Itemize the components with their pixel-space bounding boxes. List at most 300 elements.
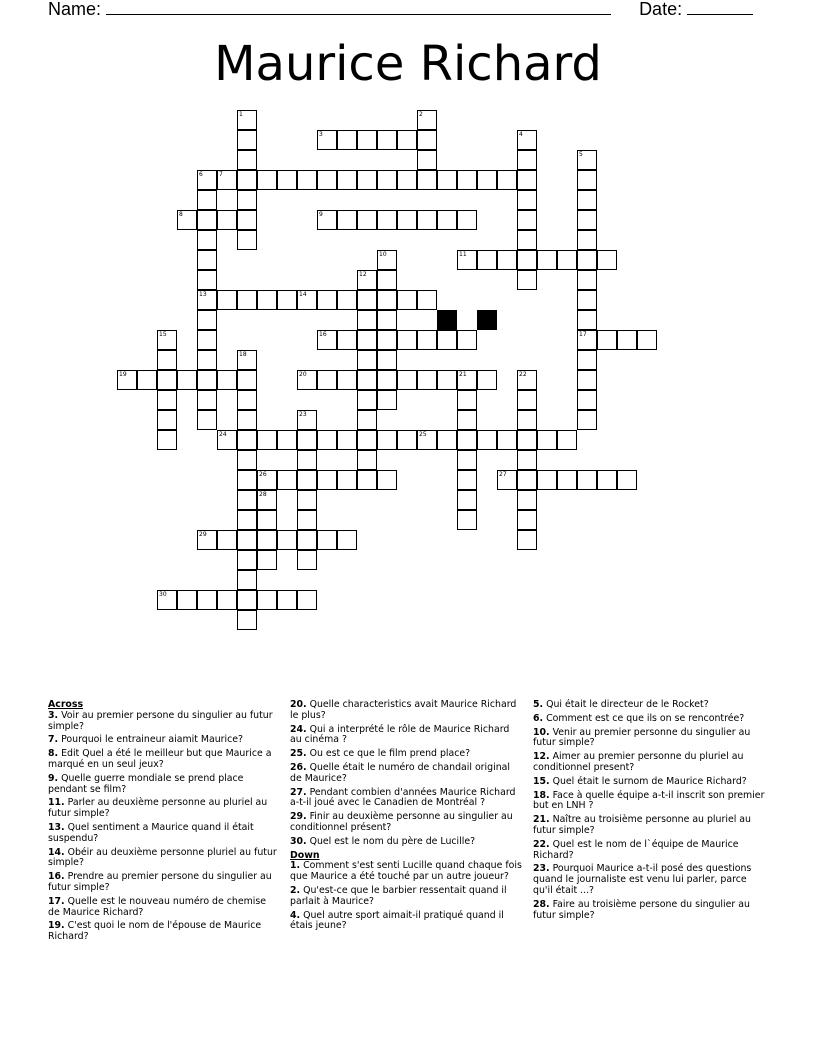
cell-number: 20 (299, 371, 307, 378)
grid-cell[interactable] (517, 210, 537, 230)
grid-cell[interactable] (317, 170, 337, 190)
down-clue-list (290, 861, 522, 932)
grid-cell[interactable] (297, 490, 317, 510)
grid-cell[interactable] (377, 370, 397, 390)
grid-cell[interactable] (157, 330, 177, 350)
grid-cell[interactable] (237, 510, 257, 530)
grid-cell[interactable] (357, 270, 377, 290)
grid-cell[interactable] (577, 150, 597, 170)
grid-cell[interactable] (257, 170, 277, 190)
grid-cell[interactable] (577, 370, 597, 390)
grid-cell[interactable] (237, 570, 257, 590)
cell-number: 14 (299, 291, 307, 298)
grid-cell[interactable] (237, 590, 257, 610)
clue-number: 24. (290, 723, 307, 735)
grid-cell[interactable] (517, 490, 537, 510)
grid-cell[interactable] (317, 430, 337, 450)
grid-cell[interactable] (197, 170, 217, 190)
grid-cell[interactable] (337, 130, 357, 150)
grid-cell[interactable] (617, 330, 637, 350)
grid-cell[interactable] (517, 230, 537, 250)
grid-cell[interactable] (397, 330, 417, 350)
grid-cell[interactable] (177, 590, 197, 610)
grid-cell[interactable] (237, 470, 257, 490)
grid-cell[interactable] (217, 590, 237, 610)
grid-cell[interactable] (417, 110, 437, 130)
grid-cell[interactable] (397, 370, 417, 390)
grid-cell[interactable] (197, 270, 217, 290)
clue-text: Parler au deuxième personne au pluriel au futur simple? (48, 797, 268, 820)
clue-text: Naître au troisième personne au pluriel au futur simple? (533, 814, 751, 836)
grid-cell[interactable] (197, 330, 217, 350)
grid-cell[interactable] (237, 110, 257, 130)
grid-cell[interactable] (357, 330, 377, 350)
clue-number: 6. (533, 712, 544, 724)
cell-number: 12 (359, 271, 367, 278)
clue-number: 7. (48, 734, 59, 746)
grid-cell[interactable] (197, 290, 217, 310)
grid-cell[interactable] (197, 230, 217, 250)
grid-cell[interactable] (237, 190, 257, 210)
grid-cell[interactable] (377, 210, 397, 230)
clue-number: 15. (533, 775, 550, 787)
clue-number: 19. (48, 920, 65, 932)
grid-cell[interactable] (397, 170, 417, 190)
across-clue-list-continued (290, 700, 522, 848)
date-label: Date: (639, 0, 683, 19)
name-label: Name: (48, 0, 102, 19)
clue-item (533, 728, 768, 750)
grid-cell[interactable] (397, 290, 417, 310)
clue-text: Prendre au premier persone du singulier au futur simple? (48, 871, 272, 893)
grid-cell[interactable] (357, 210, 377, 230)
grid-cell[interactable] (457, 490, 477, 510)
cell-number: 25 (419, 431, 427, 438)
grid-cell[interactable] (217, 430, 237, 450)
clue-item (533, 864, 768, 896)
grid-cell[interactable] (357, 370, 377, 390)
grid-cell[interactable] (377, 130, 397, 150)
grid-cell[interactable] (237, 550, 257, 570)
grid-cell[interactable] (437, 210, 457, 230)
grid-cell[interactable] (357, 430, 377, 450)
grid-cell[interactable] (577, 250, 597, 270)
grid-cell[interactable] (177, 370, 197, 390)
cell-number: 26 (259, 471, 267, 478)
grid-cell[interactable] (177, 210, 197, 230)
grid-cell[interactable] (297, 410, 317, 430)
cell-number: 29 (199, 531, 207, 538)
grid-cell[interactable] (317, 530, 337, 550)
grid-cell[interactable] (197, 390, 217, 410)
grid-cell[interactable] (377, 390, 397, 410)
grid-cell[interactable] (157, 390, 177, 410)
grid-cell[interactable] (237, 410, 257, 430)
grid-cell[interactable] (577, 290, 597, 310)
across-heading: Across (48, 699, 84, 710)
grid-cell[interactable] (257, 490, 277, 510)
grid-cell[interactable] (217, 530, 237, 550)
grid-cell[interactable] (417, 130, 437, 150)
clue-number: 28. (533, 898, 550, 910)
clues-column-2 (290, 700, 522, 935)
grid-cell[interactable] (317, 470, 337, 490)
grid-cell[interactable] (277, 470, 297, 490)
grid-cell[interactable] (237, 150, 257, 170)
clue-text: Faire au troisième persone du singulier au futur simple? (533, 898, 750, 921)
grid-cell[interactable] (197, 210, 217, 230)
cell-number: 21 (459, 371, 467, 378)
grid-cell[interactable] (197, 310, 217, 330)
grid-cell[interactable] (157, 590, 177, 610)
grid-cell[interactable] (337, 330, 357, 350)
grid-cell[interactable] (257, 430, 277, 450)
grid-cell[interactable] (457, 470, 477, 490)
grid-cell[interactable] (297, 550, 317, 570)
grid-cell[interactable] (237, 170, 257, 190)
clue-item (290, 725, 522, 747)
cell-number: 28 (259, 491, 267, 498)
grid-cell[interactable] (457, 330, 477, 350)
clue-text: Qui a interprété le rôle de Maurice Richard au cinéma ? (290, 723, 510, 746)
clue-text: Quelle guerre mondiale se prend place pendant se film? (48, 772, 244, 795)
grid-cell[interactable] (357, 410, 377, 430)
clue-number: 18. (533, 789, 550, 801)
grid-cell[interactable] (377, 250, 397, 270)
grid-cell[interactable] (157, 410, 177, 430)
grid-cell[interactable] (417, 170, 437, 190)
grid-cell[interactable] (437, 330, 457, 350)
down-heading: Down (290, 849, 320, 861)
grid-cell[interactable] (377, 170, 397, 190)
grid-cell[interactable] (417, 370, 437, 390)
grid-cell[interactable] (477, 250, 497, 270)
grid-cell[interactable] (417, 210, 437, 230)
grid-cell[interactable] (337, 210, 357, 230)
cell-number: 27 (499, 471, 507, 478)
clue-text: C'est quoi le nom de l'épouse de Maurice Richard? (48, 920, 262, 943)
grid-cell[interactable] (257, 530, 277, 550)
clue-text: Comment s'est senti Lucille quand chaque fois que Maurice a été touché par un autre joueur? (290, 860, 522, 883)
grid-cell[interactable] (297, 430, 317, 450)
grid-cell[interactable] (517, 410, 537, 430)
grid-cell[interactable] (257, 590, 277, 610)
clue-text: Finir au deuxième personne au singulier au conditionnel présent? (290, 811, 513, 833)
grid-cell[interactable] (517, 190, 537, 210)
clue-text: Qu'est-ce que le barbier ressentait quand il parlait à Maurice? (290, 884, 507, 907)
clue-number: 13. (48, 821, 65, 833)
grid-cell[interactable] (277, 170, 297, 190)
clue-number: 5. (533, 699, 544, 710)
grid-cell[interactable] (537, 250, 557, 270)
grid-cell[interactable] (337, 430, 357, 450)
clue-text: Comment est ce que ils on se rencontrée? (543, 712, 745, 724)
grid-cell[interactable] (477, 430, 497, 450)
grid-cell[interactable] (357, 170, 377, 190)
clue-number: 10. (533, 726, 550, 738)
clue-item (48, 711, 280, 733)
grid-cell[interactable] (437, 170, 457, 190)
down-clue-list-continued (533, 700, 768, 921)
cell-number: 9 (319, 211, 323, 218)
grid-cell[interactable] (237, 390, 257, 410)
grid-cell[interactable] (337, 530, 357, 550)
grid-cell[interactable] (317, 330, 337, 350)
grid-cell[interactable] (237, 290, 257, 310)
grid-cell[interactable] (297, 170, 317, 190)
grid-cell[interactable] (197, 410, 217, 430)
grid-cell[interactable] (457, 210, 477, 230)
grid-cell[interactable] (357, 390, 377, 410)
grid-cell[interactable] (577, 470, 597, 490)
cell-number: 2 (419, 111, 423, 118)
clue-text: Venir au premier personne du singulier au futur simple? (533, 726, 751, 749)
grid-cell[interactable] (517, 470, 537, 490)
grid-cell[interactable] (197, 370, 217, 390)
grid-cell[interactable] (277, 530, 297, 550)
grid-cell[interactable] (357, 290, 377, 310)
grid-cell[interactable] (217, 290, 237, 310)
grid-cell[interactable] (217, 370, 237, 390)
grid-cell[interactable] (197, 530, 217, 550)
clue-text: Edit Quel a été le meilleur but que Maurice a marqué en un seul jeux? (48, 748, 272, 770)
cell-number: 30 (159, 591, 167, 598)
grid-cell[interactable] (257, 290, 277, 310)
clue-item (290, 788, 522, 810)
grid-cell[interactable] (497, 170, 517, 190)
grid-cell[interactable] (417, 150, 437, 170)
grid-cell[interactable] (297, 450, 317, 470)
clue-item (48, 872, 280, 894)
grid-cell[interactable] (257, 470, 277, 490)
clue-number: 22. (533, 838, 550, 850)
grid-cell[interactable] (377, 310, 397, 330)
grid-cell[interactable] (237, 430, 257, 450)
grid-cell[interactable] (617, 470, 637, 490)
clue-number: 8. (48, 748, 59, 760)
clue-text: Face à quelle équipe a-t-il inscrit son premier but en LNH ? (533, 789, 765, 812)
cell-number: 23 (299, 411, 307, 418)
clue-text: Pendant combien d'années Maurice Richard a-t-il joué avec le Canadien de Montréal ? (290, 786, 516, 809)
grid-cell[interactable] (237, 450, 257, 470)
clue-text: Voir au premier persone du singulier au futur simple? (48, 709, 273, 732)
grid-cell[interactable] (297, 510, 317, 530)
grid-cell[interactable] (577, 310, 597, 330)
grid-cell[interactable] (357, 130, 377, 150)
grid-cell[interactable] (377, 270, 397, 290)
clue-number: 3. (48, 709, 59, 721)
grid-cell[interactable] (517, 170, 537, 190)
grid-cell[interactable] (457, 510, 477, 530)
clue-text: Qui était le directeur de le Rocket? (543, 699, 709, 710)
clue-item (290, 749, 522, 760)
grid-cell[interactable] (457, 250, 477, 270)
cell-number: 11 (459, 251, 467, 258)
grid-cell[interactable] (517, 150, 537, 170)
clue-number: 1. (290, 860, 301, 872)
grid-cell[interactable] (317, 370, 337, 390)
grid-cell[interactable] (517, 250, 537, 270)
clue-item (48, 921, 280, 943)
grid-cell[interactable] (457, 370, 477, 390)
clue-item (48, 848, 280, 870)
grid-cell[interactable] (517, 270, 537, 290)
grid-cell[interactable] (517, 530, 537, 550)
page-title: Maurice Richard (214, 36, 602, 92)
clue-text: Quel est le nom de l`équipe de Maurice Richard? (533, 838, 739, 861)
clue-item (48, 897, 280, 919)
grid-cell[interactable] (437, 430, 457, 450)
grid-cell[interactable] (377, 430, 397, 450)
grid-cell[interactable] (357, 450, 377, 470)
grid-cell[interactable] (597, 330, 617, 350)
across-clue-list (48, 711, 280, 943)
grid-cell[interactable] (377, 330, 397, 350)
grid-cell[interactable] (497, 470, 517, 490)
grid-cell[interactable] (517, 430, 537, 450)
grid-cell[interactable] (197, 590, 217, 610)
grid-cell[interactable] (237, 210, 257, 230)
grid-cell[interactable] (377, 470, 397, 490)
grid-cell[interactable] (317, 290, 337, 310)
grid-cell[interactable] (297, 530, 317, 550)
grid-cell[interactable] (417, 290, 437, 310)
grid-cell[interactable] (517, 450, 537, 470)
grid-cell[interactable] (217, 210, 237, 230)
grid-cell[interactable] (337, 370, 357, 390)
grid-cell[interactable] (377, 350, 397, 370)
clue-text: Quel est le nom du père de Lucille? (306, 835, 476, 847)
grid-cell[interactable] (637, 330, 657, 350)
grid-cell[interactable] (457, 450, 477, 470)
grid-cell[interactable] (517, 390, 537, 410)
grid-cell[interactable] (237, 490, 257, 510)
grid-cell[interactable] (377, 290, 397, 310)
grid-cell[interactable] (257, 550, 277, 570)
grid-cell[interactable] (457, 170, 477, 190)
grid-block (477, 310, 497, 330)
cell-number: 8 (179, 211, 183, 218)
grid-cell[interactable] (577, 190, 597, 210)
clue-number: 25. (290, 748, 307, 760)
grid-cell[interactable] (157, 430, 177, 450)
grid-cell[interactable] (537, 430, 557, 450)
grid-cell[interactable] (437, 370, 457, 390)
grid-cell[interactable] (337, 170, 357, 190)
clue-number: 2. (290, 884, 301, 896)
grid-cell[interactable] (157, 350, 177, 370)
clue-text: Quel autre sport aimait-il pratiqué quand il étais jeune? (290, 909, 504, 932)
grid-cell[interactable] (237, 530, 257, 550)
clue-text: Pourquoi le entraineur aiamit Maurice? (58, 734, 244, 746)
clue-item (533, 777, 768, 788)
grid-cell[interactable] (397, 210, 417, 230)
grid-cell[interactable] (517, 510, 537, 530)
grid-cell[interactable] (517, 370, 537, 390)
grid-cell[interactable] (297, 370, 317, 390)
grid-cell[interactable] (117, 370, 137, 390)
grid-cell[interactable] (157, 370, 177, 390)
grid-cell[interactable] (557, 470, 577, 490)
grid-cell[interactable] (497, 250, 517, 270)
clues-column-3 (533, 700, 768, 924)
cell-number: 17 (579, 331, 587, 338)
grid-cell[interactable] (297, 290, 317, 310)
grid-cell[interactable] (417, 430, 437, 450)
grid-cell[interactable] (337, 470, 357, 490)
grid-cell[interactable] (457, 390, 477, 410)
grid-cell[interactable] (577, 390, 597, 410)
grid-cell[interactable] (237, 350, 257, 370)
grid-cell[interactable] (237, 130, 257, 150)
clue-text: Ou est ce que le film prend place? (306, 748, 471, 760)
grid-cell[interactable] (297, 470, 317, 490)
clue-item (290, 911, 522, 933)
clue-item (533, 752, 768, 774)
grid-cell[interactable] (357, 350, 377, 370)
grid-cell[interactable] (197, 350, 217, 370)
grid-cell[interactable] (237, 230, 257, 250)
grid-cell[interactable] (577, 230, 597, 250)
grid-cell[interactable] (357, 470, 377, 490)
grid-cell[interactable] (537, 470, 557, 490)
grid-cell[interactable] (137, 370, 157, 390)
grid-cell[interactable] (217, 170, 237, 190)
cell-number: 6 (199, 171, 203, 178)
grid-cell[interactable] (397, 430, 417, 450)
grid-cell[interactable] (417, 330, 437, 350)
grid-cell[interactable] (197, 250, 217, 270)
grid-cell[interactable] (577, 410, 597, 430)
clue-item (48, 749, 280, 771)
grid-cell[interactable] (577, 350, 597, 370)
grid-cell[interactable] (577, 330, 597, 350)
grid-cell[interactable] (577, 270, 597, 290)
grid-cell[interactable] (477, 170, 497, 190)
grid-cell[interactable] (557, 430, 577, 450)
grid-cell[interactable] (237, 610, 257, 630)
grid-cell[interactable] (517, 130, 537, 150)
clue-item (533, 815, 768, 837)
grid-cell[interactable] (277, 590, 297, 610)
grid-cell[interactable] (497, 430, 517, 450)
grid-cell[interactable] (597, 470, 617, 490)
grid-cell[interactable] (457, 410, 477, 430)
clue-item (290, 886, 522, 908)
grid-cell[interactable] (457, 430, 477, 450)
grid-cell[interactable] (277, 290, 297, 310)
clue-number: 12. (533, 751, 550, 763)
clue-number: 9. (48, 772, 59, 784)
grid-cell[interactable] (297, 590, 317, 610)
grid-cell[interactable] (197, 190, 217, 210)
grid-cell[interactable] (597, 250, 617, 270)
grid-cell[interactable] (317, 210, 337, 230)
grid-cell[interactable] (577, 210, 597, 230)
clue-text: Quelle characteristics avait Maurice Richard le plus? (290, 699, 517, 721)
grid-cell[interactable] (397, 130, 417, 150)
cell-number: 19 (119, 371, 127, 378)
grid-cell[interactable] (257, 510, 277, 530)
grid-cell[interactable] (337, 290, 357, 310)
grid-cell[interactable] (557, 250, 577, 270)
grid-cell[interactable] (357, 310, 377, 330)
grid-cell[interactable] (577, 170, 597, 190)
grid-cell[interactable] (277, 430, 297, 450)
grid-cell[interactable] (237, 370, 257, 390)
grid-cell[interactable] (477, 370, 497, 390)
grid-cell[interactable] (317, 130, 337, 150)
